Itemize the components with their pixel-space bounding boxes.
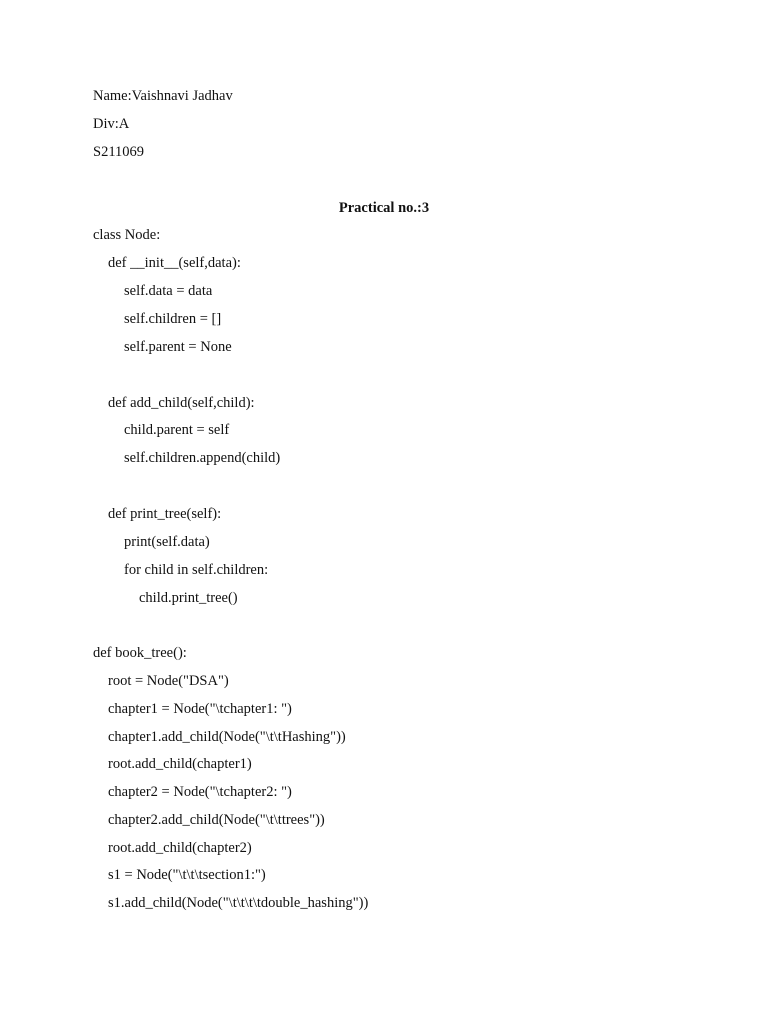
code-line: chapter1 = Node("\tchapter1: ") [108,701,292,717]
code-line: def book_tree(): [93,645,187,661]
code-line: root = Node("DSA") [108,673,229,689]
code-line: print(self.data) [124,534,210,550]
practical-title: Practical no.:3 [338,200,430,216]
code-line: root.add_child(chapter2) [108,840,252,856]
code-line: self.children.append(child) [124,450,281,466]
code-line: child.print_tree() [139,590,238,606]
code-line: self.children = [] [124,311,222,327]
code-line: chapter1.add_child(Node("\t\tHashing")) [108,729,346,745]
code-line: chapter2.add_child(Node("\t\ttrees")) [108,812,325,828]
code-line: root.add_child(chapter1) [108,756,252,772]
code-line: def add_child(self,child): [108,395,255,411]
code-line: class Node: [93,227,161,243]
code-line: self.parent = None [124,339,232,355]
student-name: Name:Vaishnavi Jadhav [93,88,233,104]
code-line: s1 = Node("\t\t\tsection1:") [108,867,266,883]
code-line: def __init__(self,data): [108,255,241,271]
code-line: def print_tree(self): [108,506,222,522]
student-division: Div:A [93,116,130,132]
code-line: self.data = data [124,283,213,299]
code-line: s1.add_child(Node("\t\t\t\tdouble_hashing")) [108,895,369,911]
code-line: chapter2 = Node("\tchapter2: ") [108,784,292,800]
student-roll-number: S211069 [93,144,145,160]
code-line: for child in self.children: [124,562,269,578]
code-line: child.parent = self [124,422,230,438]
